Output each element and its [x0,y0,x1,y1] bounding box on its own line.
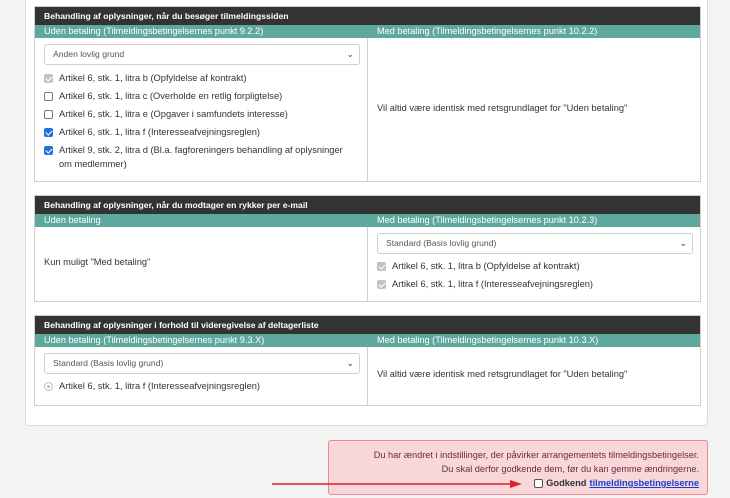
option-label: Artikel 6, stk. 1, litra e (Opgaver i samfundets interesse) [59,109,288,119]
option-art9-litra-d[interactable] [44,143,343,171]
chevron-down-icon: ⌄ [346,49,354,59]
option-label: Artikel 6, stk. 1, litra b (Opfyldelse af kontrakt) [392,261,580,271]
checkbox[interactable] [44,110,53,119]
approve-terms[interactable] [534,478,699,488]
select-value: Standard (Basis lovlig grund) [53,358,164,368]
checkbox[interactable] [44,146,53,155]
option-litra-c[interactable] [44,89,282,103]
only-paid-note: Kun muligt "Med betaling" [44,257,151,267]
column-med-betaling [368,227,700,301]
option-label [59,143,343,171]
checkbox[interactable] [377,262,386,271]
column-header-uden-betaling: Uden betaling [44,215,101,225]
chevron-down-icon: ⌄ [679,238,687,248]
option-litra-e[interactable] [44,107,288,121]
option-label: Artikel 6, stk. 1, litra f (Interesseafvejningsreglen) [59,127,260,137]
option-label-line2: om medlemmer) [59,159,127,169]
red-arrow-icon [272,479,522,489]
section-body [35,38,700,182]
section-subheader [35,25,700,38]
alert-line-2: Du skal derfor godkende dem, før du kan gemme ændringerne. [441,464,699,474]
section-body [35,347,700,405]
section-subheader [35,334,700,347]
chevron-down-icon: ⌄ [346,358,354,368]
approve-checkbox[interactable] [534,479,543,488]
legal-basis-select[interactable] [44,44,360,65]
alert-line-1: Du har ændret i indstillinger, der påvirker arrangementets tilmeldingsbetingelser. [373,450,699,460]
section-title: Behandling af oplysninger, når du besøger tilmeldingssiden [35,7,700,25]
radio-button[interactable] [44,382,53,391]
column-uden-betaling [35,227,368,301]
option-litra-b[interactable] [44,71,247,85]
identical-note: Vil altid være identisk med retsgrundlaget for "Uden betaling" [377,103,628,113]
option-litra-f[interactable] [377,277,593,291]
column-header-med-betaling: Med betaling (Tilmeldingsbetingelsernes punkt 10.2.3) [377,215,598,225]
column-header-uden-betaling: Uden betaling (Tilmeldingsbetingelsernes punkt 9.3.X) [44,335,265,345]
column-header-uden-betaling: Uden betaling (Tilmeldingsbetingelsernes punkt 9.2.2) [44,26,264,36]
option-label: Artikel 6, stk. 1, litra c (Overholde en retlig forpligtelse) [59,91,283,101]
option-litra-f[interactable] [44,379,260,393]
section-title: Behandling af oplysninger i forhold til videregivelse af deltagerliste [35,316,700,334]
option-litra-b[interactable] [377,259,580,273]
option-label: Artikel 6, stk. 1, litra f (Interesseafvejningsreglen) [59,381,260,391]
option-label: Artikel 6, stk. 1, litra b (Opfyldelse af kontrakt) [59,73,247,83]
terms-link[interactable]: tilmeldingsbetingelserne [589,478,699,488]
section-participant-list [34,315,701,406]
section-reminder-email [34,195,701,302]
column-med-betaling [368,38,700,182]
approve-label: Godkend [546,478,587,488]
select-value: Standard (Basis lovlig grund) [386,238,497,248]
section-subheader [35,214,700,227]
section-body [35,227,700,301]
option-label: Artikel 6, stk. 1, litra f (Interesseafvejningsreglen) [392,279,593,289]
checkbox[interactable] [44,74,53,83]
checkbox[interactable] [44,128,53,137]
option-litra-f[interactable] [44,125,260,139]
section-title: Behandling af oplysninger, når du modtager en rykker per e-mail [35,196,700,214]
column-header-med-betaling: Med betaling (Tilmeldingsbetingelsernes punkt 10.3.X) [377,335,599,345]
select-value: Anden lovlig grund [53,49,125,59]
column-uden-betaling [35,38,368,182]
legal-basis-select[interactable] [44,353,360,374]
column-header-med-betaling: Med betaling (Tilmeldingsbetingelsernes punkt 10.2.2) [377,26,598,36]
option-label-line1: Artikel 9, stk. 2, litra d (Bl.a. fagforeningers behandling af oplysninger [59,145,343,155]
section-visit-registration-page [34,6,701,182]
column-uden-betaling [35,347,368,405]
checkbox[interactable] [377,280,386,289]
checkbox[interactable] [44,92,53,101]
legal-basis-select[interactable] [377,233,693,254]
column-med-betaling [368,347,700,405]
identical-note: Vil altid være identisk med retsgrundlaget for "Uden betaling" [377,369,628,379]
